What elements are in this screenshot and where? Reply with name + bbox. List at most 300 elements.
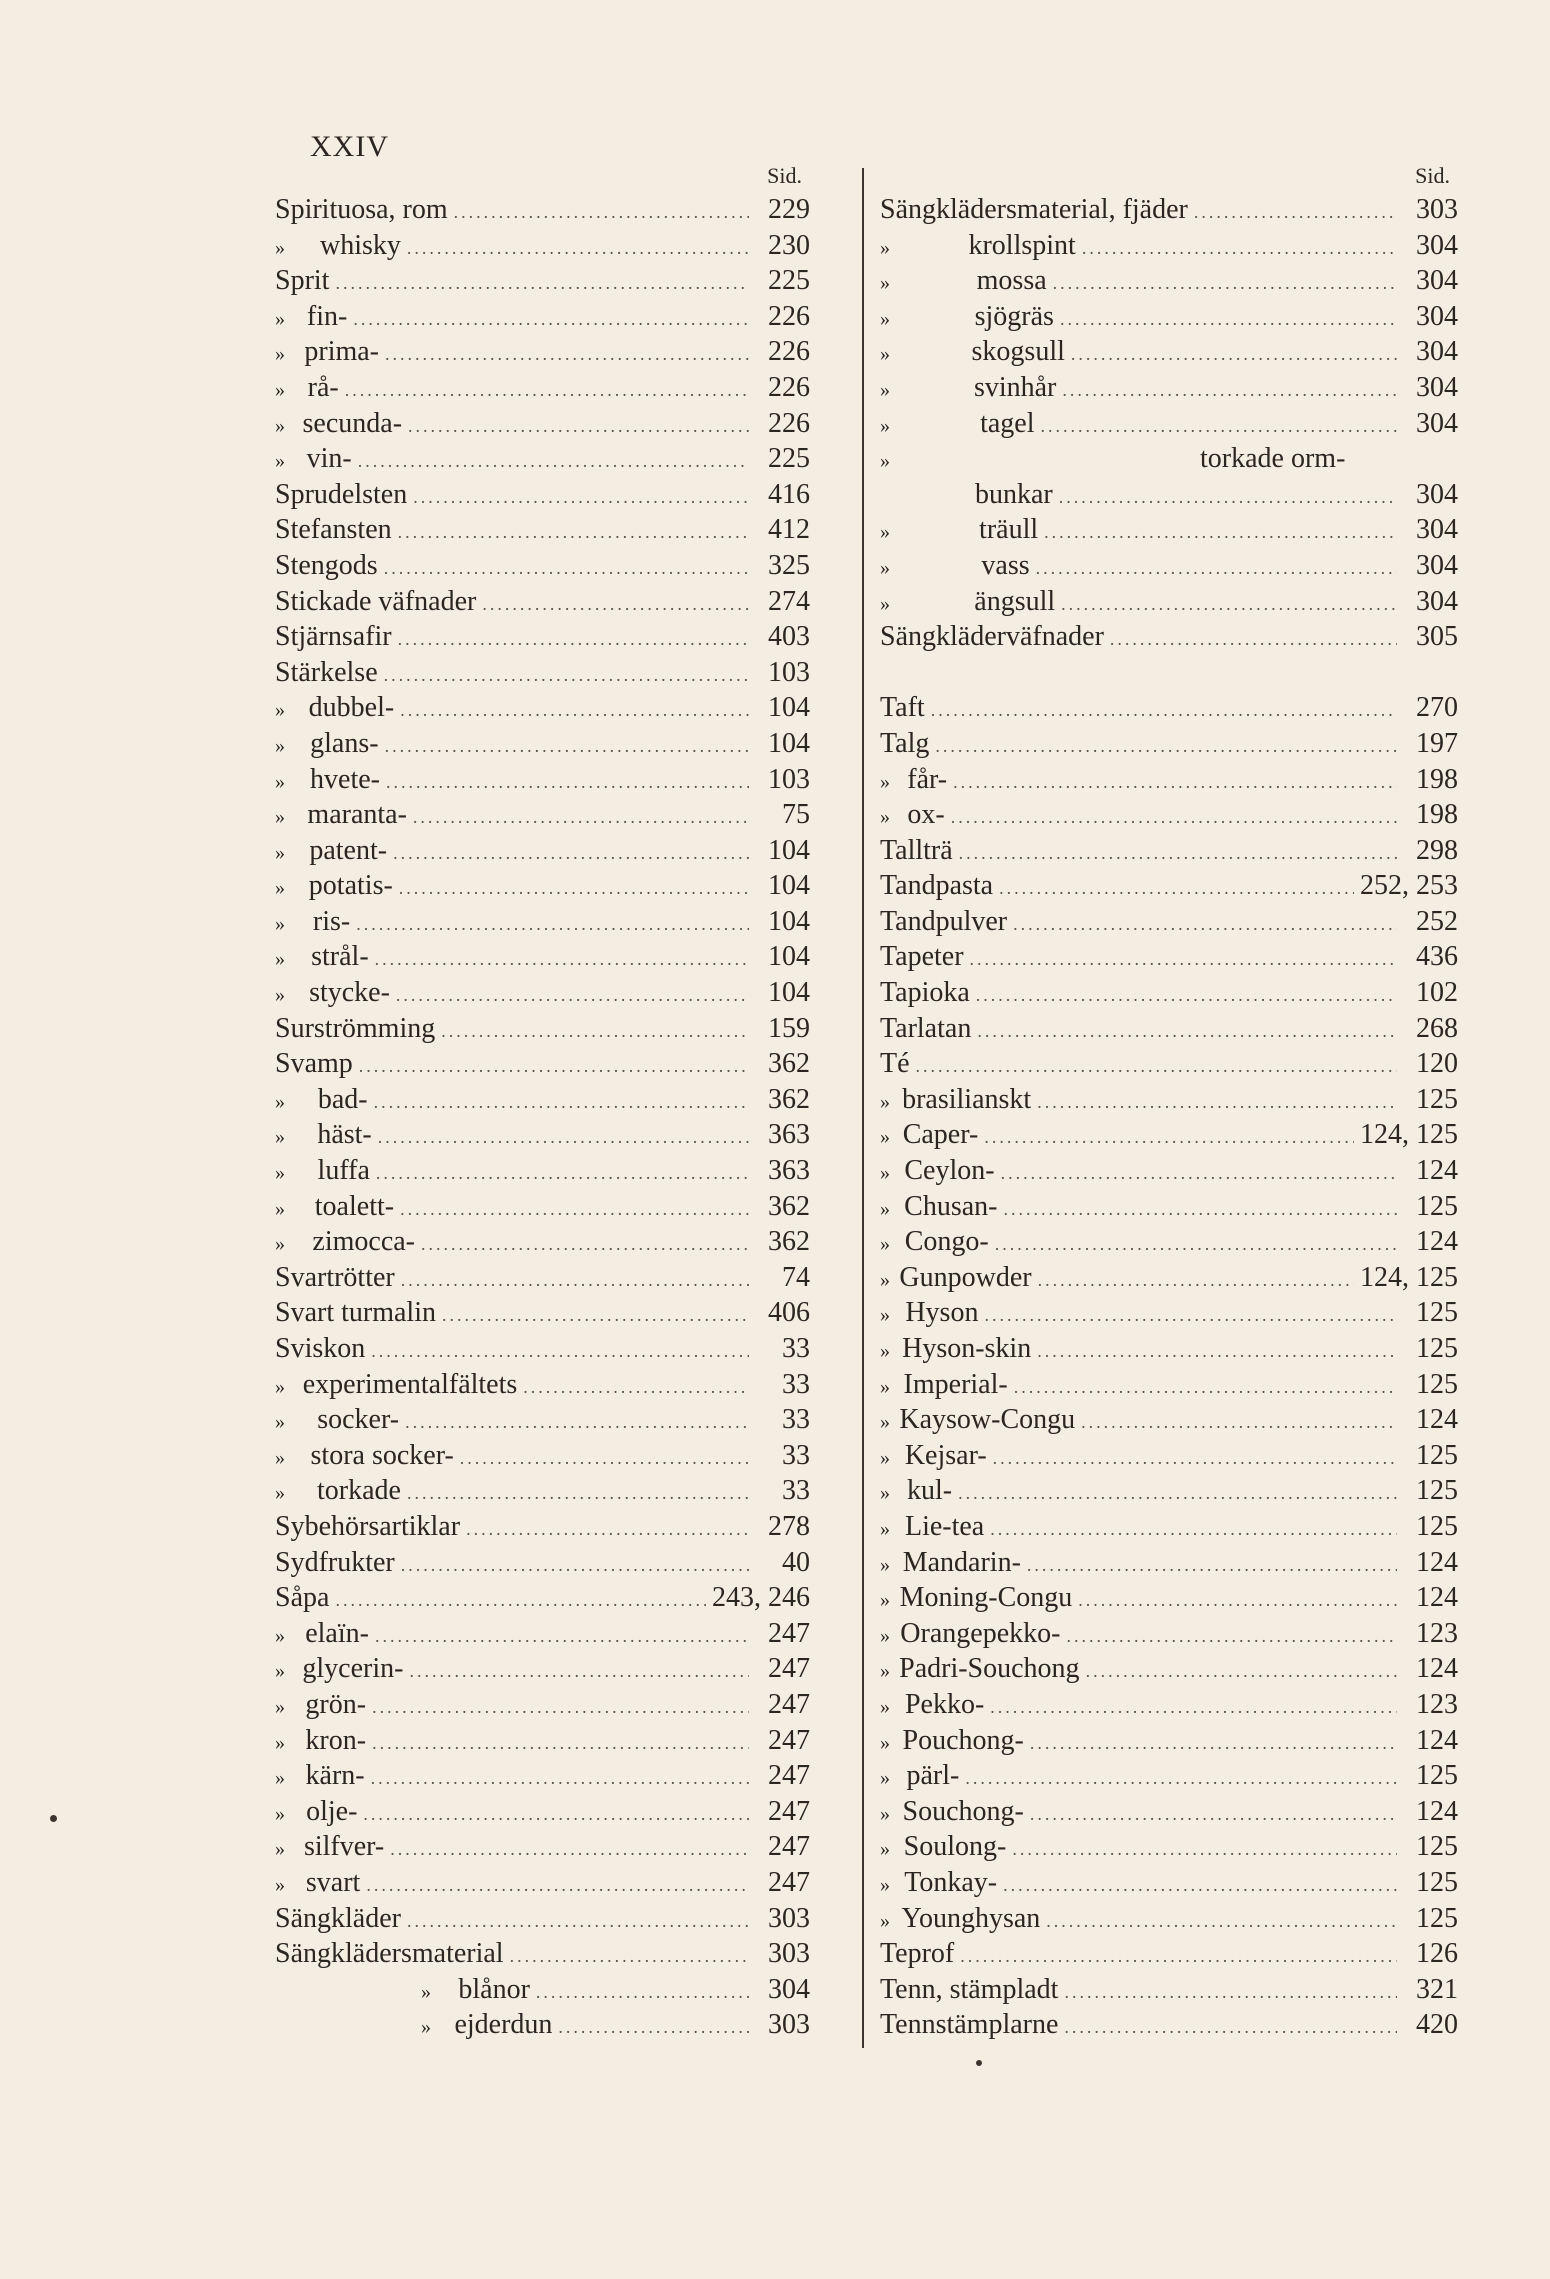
entry-page-reference: 420 [1416,2009,1458,2041]
dot-leader [1064,2010,1397,2046]
dot-leader [959,836,1397,872]
entry-term: Tennstämplarne [880,2009,1059,2041]
index-entry [275,299,810,335]
index-entry [275,1936,810,1972]
entry-term: bunkar [974,478,1053,510]
index-entry [275,1687,810,1723]
ditto-mark: » [275,1162,285,1185]
entry-term: kul- [906,1475,953,1507]
ditto-mark: » [880,1090,890,1113]
ditto-mark: » [880,1624,890,1647]
entry-page-reference: 125 [1416,1368,1458,1400]
entry-term: Hyson [905,1297,979,1329]
entry-term: Imperial- [903,1368,1008,1400]
index-entry [880,762,1458,798]
dot-leader [375,942,749,978]
index-entry [880,1367,1458,1403]
dot-leader [396,978,749,1014]
entry-page-reference: 74 [782,1261,810,1293]
entry-term: vass [981,549,1030,581]
ditto-mark: » [880,556,890,579]
index-entry [880,1011,1458,1047]
entry-page-reference: 247 [768,1724,810,1756]
entry-term: zimocca- [312,1226,415,1258]
entry-term: Sviskon [275,1333,366,1364]
dot-leader [384,658,749,694]
entry-term: Stefansten [275,514,392,546]
ditto-mark: » [880,1126,890,1149]
entry-term: Svart turmalin [275,1297,436,1329]
index-entry [880,512,1458,548]
entry-term: glycerin- [302,1653,404,1685]
index-entry [880,1758,1458,1794]
index-entry [275,1082,810,1118]
entry-term: träull [979,514,1039,546]
ditto-mark: » [421,1980,431,2003]
entry-page-reference: 124 [1416,1582,1458,1614]
entry-page-reference: 33 [782,1475,810,1507]
ink-speck [50,1815,57,1822]
entry-term: olje- [306,1795,358,1827]
index-entry [275,975,810,1011]
dot-leader [385,729,749,765]
dot-leader [1082,231,1397,267]
entry-term: silfver- [303,1831,385,1863]
dot-leader [399,871,749,907]
entry-page-reference: 33 [782,1333,810,1364]
entry-page-reference: 103 [768,656,810,688]
entry-page-reference: 303 [768,1938,810,1970]
index-entry [880,477,1458,513]
entry-term: Talg [880,727,930,759]
index-entry [880,1117,1458,1153]
index-entry [880,690,1458,726]
index-entries-right [880,192,1458,2043]
dot-leader [401,1263,749,1299]
index-entry [275,370,810,406]
entry-page-reference: 303 [1416,194,1458,225]
entry-term: Moning-Congu [899,1582,1073,1614]
index-entry [275,619,810,655]
ditto-mark: » [275,1446,285,1469]
dot-leader [1037,1085,1397,1121]
ditto-mark: » [880,770,890,793]
dot-leader [1036,551,1397,587]
entry-term: luffa [317,1155,370,1187]
entry-page-reference: 412 [768,514,810,546]
entry-page-reference: 125 [1416,1439,1458,1471]
entry-term: Orangepekko- [900,1617,1061,1649]
entry-page-reference: 104 [768,834,810,866]
entry-term: blånor [458,1973,530,2005]
entry-page-reference: 124 [1416,1226,1458,1258]
dot-leader [441,1014,749,1050]
ditto-mark: » [880,1767,890,1790]
entry-term: Lie-tea [904,1510,985,1542]
entry-page-reference: 124 [1416,1546,1458,1578]
dot-leader [371,1334,749,1370]
page-number: XXIV [310,130,389,163]
entry-term: Caper- [902,1119,979,1151]
entry-term: elaïn- [305,1617,369,1649]
dot-leader [376,1156,749,1192]
entry-term: Sängkläderväfnader [880,621,1104,653]
entry-term: Sängkläder [275,1902,401,1934]
entry-page-reference: 104 [768,727,810,759]
index-entry [275,406,810,442]
entry-page-reference: 104 [768,941,810,973]
ditto-mark: » [275,1197,285,1220]
dot-leader [385,337,749,373]
index-entry [880,263,1458,299]
dot-leader [386,765,749,801]
entry-term: patent- [309,834,388,866]
entry-term: Souchong- [902,1795,1024,1827]
entry-page-reference: 104 [768,870,810,902]
index-entry [275,1402,810,1438]
entry-term: Chusan- [904,1190,998,1222]
index-entry [880,904,1458,940]
entry-page-reference: 198 [1416,763,1458,795]
dot-leader [995,1227,1397,1263]
dot-leader [931,693,1397,729]
entry-term: rå- [307,371,339,403]
entry-term: stora socker- [310,1439,454,1471]
index-entry [275,1723,810,1759]
dot-leader [482,587,749,623]
ditto-mark: » [275,841,285,864]
dot-leader [407,1476,749,1512]
entry-term: stycke- [309,977,390,1009]
dot-leader [1066,1619,1397,1655]
entry-page-reference: 104 [768,905,810,937]
entry-page-reference: 304 [1416,514,1458,546]
entry-page-reference: 304 [1416,549,1458,581]
dot-leader [372,1726,749,1762]
ditto-mark: » [880,307,890,330]
ditto-mark: » [880,450,890,473]
index-entry [880,1438,1458,1474]
dot-leader [935,729,1397,765]
dot-leader [984,1120,1354,1156]
entry-term: Stjärnsafir [275,621,392,653]
entry-page-reference: 247 [768,1866,810,1898]
entry-term: torkade orm- [1200,443,1346,475]
index-entry [275,477,810,513]
dot-leader [371,1761,749,1797]
index-entry [880,1901,1458,1937]
ditto-mark: » [880,1411,890,1434]
dot-leader [1001,1156,1397,1192]
ditto-mark: » [275,236,285,259]
entry-term: Soulong- [903,1831,1007,1863]
ditto-mark: » [275,1624,285,1647]
ditto-mark: » [880,1268,890,1291]
entry-term: Stärkelse [275,656,378,688]
entry-page-reference: 124 [1416,1404,1458,1436]
ditto-mark: » [275,414,285,437]
index-entry [880,1473,1458,1509]
entry-page-reference: 247 [768,1688,810,1720]
entry-page-reference: 247 [768,1795,810,1827]
dot-leader [536,1975,749,2011]
entry-page-reference: 125 [1416,1475,1458,1507]
entry-term: brasilianskt [902,1083,1032,1115]
index-entry [880,1331,1458,1367]
ditto-mark: » [880,1731,890,1754]
index-entry [275,1331,810,1367]
dot-leader [990,1690,1397,1726]
index-entry [275,833,810,869]
entry-page-reference: 102 [1416,977,1458,1009]
entry-page-reference: 125 [1416,1083,1458,1115]
dot-leader [1062,373,1397,409]
entry-page-reference: 363 [768,1155,810,1187]
index-entry [275,1438,810,1474]
entry-page-reference: 363 [768,1119,810,1151]
entry-term: Sprudelsten [275,478,408,510]
dot-leader [984,1298,1397,1334]
ink-speck [976,2060,982,2066]
ditto-mark: » [880,1873,890,1896]
ditto-mark: » [275,1873,285,1896]
index-entry [880,441,1458,477]
entry-term: Surströmming [275,1012,436,1044]
entry-term: Té [880,1048,910,1080]
index-entry [275,1651,810,1687]
entry-term: fin- [306,300,348,332]
entry-term: kron- [305,1724,367,1756]
dot-leader [390,1832,749,1868]
ditto-mark: » [880,592,890,615]
dot-leader [1013,907,1397,943]
entry-page-reference: 33 [782,1439,810,1471]
entry-term: Sängklädersmaterial, fjäder [880,194,1188,225]
entry-term: skogsull [971,336,1065,368]
entry-page-reference: 325 [768,549,810,581]
ditto-mark: » [275,948,285,971]
dot-leader [358,444,749,480]
index-entry [275,1829,810,1865]
entry-term: Sängklädersmaterial [275,1938,504,1970]
dot-leader [1086,1654,1397,1690]
dot-leader [1071,337,1397,373]
index-entry [880,655,1458,691]
dot-leader [460,1441,749,1477]
entry-page-reference: 124 [1416,1653,1458,1685]
dot-leader [965,1761,1397,1797]
entry-page-reference: 40 [782,1546,810,1578]
index-entry [275,228,810,264]
entry-page-reference: 362 [768,1226,810,1258]
index-entry [880,406,1458,442]
index-entry [275,1153,810,1189]
index-entry [880,1687,1458,1723]
index-entry [880,1616,1458,1652]
ditto-mark: » [880,1304,890,1327]
entry-term: Kejsar- [904,1439,987,1471]
ditto-mark: » [275,877,285,900]
ditto-mark: » [880,806,890,829]
index-entry [880,1545,1458,1581]
dot-leader [1003,1192,1397,1228]
dot-leader [345,373,749,409]
ditto-mark: » [275,806,285,829]
entry-page-reference: 304 [1416,300,1458,332]
index-entry [880,619,1458,655]
ditto-mark: » [275,1482,285,1505]
entry-term: Spirituosa, rom [275,194,448,225]
dot-leader [408,409,749,445]
dot-leader [999,871,1354,907]
dot-leader [1030,1797,1397,1833]
dot-leader [1014,1370,1397,1406]
ditto-mark: » [880,1375,890,1398]
index-entry [275,192,810,228]
dot-leader [398,515,749,551]
ditto-mark: » [275,1411,285,1434]
index-entry [275,512,810,548]
entry-term: mossa [976,265,1047,297]
entry-term: toalett- [314,1190,395,1222]
entry-page-reference: 125 [1416,1333,1458,1364]
index-entry [275,263,810,299]
entry-page-reference: 243, 246 [712,1582,810,1614]
ditto-mark: » [275,1767,285,1790]
index-column-right [880,160,1458,2043]
dot-leader [960,1939,1397,1975]
entry-page-reference: 303 [768,2009,810,2041]
index-entry [880,1936,1458,1972]
entry-term: potatis- [308,870,393,902]
index-entry [880,726,1458,762]
index-entry [275,1509,810,1545]
ditto-mark: » [275,1375,285,1398]
index-entry [275,655,810,691]
index-entry [275,726,810,762]
index-entry [275,939,810,975]
dot-leader [363,1797,749,1833]
ditto-mark: » [880,1162,890,1185]
entry-term: Tonkay- [904,1866,998,1898]
index-entry [880,192,1458,228]
ditto-mark: » [275,307,285,330]
entry-page-reference: 225 [768,443,810,475]
dot-leader [400,693,749,729]
entry-page-reference: 125 [1416,1190,1458,1222]
entry-page-reference: 304 [1416,229,1458,261]
entry-term: Tarlatan [880,1012,972,1044]
entry-page-reference: 159 [768,1012,810,1044]
entry-term: sjögräs [974,300,1054,332]
ditto-mark: » [880,378,890,401]
entry-term: Stickade väfnader [275,585,477,617]
entry-page-reference: 362 [768,1190,810,1222]
entry-term: Stengods [275,549,378,581]
dot-leader [1041,409,1398,445]
ditto-mark: » [275,1731,285,1754]
dot-leader [970,942,1397,978]
dot-leader [523,1370,749,1406]
dot-leader [1064,1975,1397,2011]
entry-page-reference: 362 [768,1083,810,1115]
index-entry [880,334,1458,370]
entry-page-reference: 304 [768,1973,810,2005]
dot-leader [1003,1868,1397,1904]
index-column-left [275,160,810,2043]
index-entry [880,1046,1458,1082]
dot-leader [1012,1832,1397,1868]
entry-page-reference: 436 [1416,941,1458,973]
index-entry [275,334,810,370]
entry-page-reference: 124 [1416,1724,1458,1756]
ditto-mark: » [275,1802,285,1825]
entry-term: tagel [980,407,1035,439]
dot-leader [405,1405,749,1441]
index-entry [275,1865,810,1901]
dot-leader [958,1476,1397,1512]
index-entry [275,441,810,477]
entry-page-reference: 247 [768,1653,810,1685]
entry-term: Taft [880,692,925,724]
entry-page-reference: 125 [1416,1510,1458,1542]
entry-term: bad- [317,1083,368,1115]
entry-page-reference: 198 [1416,799,1458,831]
dot-leader [378,1120,749,1156]
entry-page-reference: 303 [768,1902,810,1934]
index-entry [275,1260,810,1296]
entry-page-reference: 403 [768,621,810,653]
ditto-mark: » [880,521,890,544]
dot-leader [993,1441,1397,1477]
dot-leader [976,978,1397,1014]
entry-page-reference: 305 [1416,621,1458,653]
dot-leader [466,1512,749,1548]
entry-page-reference: 197 [1416,727,1458,759]
index-entry [275,904,810,940]
ditto-mark: » [880,1838,890,1861]
column-divider [862,168,864,2048]
entry-term: torkade [317,1475,401,1507]
entry-term: Pekko- [904,1688,985,1720]
ditto-mark: » [880,414,890,437]
entry-term: experimentalfältets [302,1368,518,1400]
dot-leader [366,1868,749,1904]
ditto-mark: » [880,343,890,366]
entry-page-reference: 226 [768,371,810,403]
entry-page-reference: 416 [768,478,810,510]
entry-term: Gunpowder [899,1261,1032,1293]
entry-term: hvete- [310,763,380,795]
entry-term: socker- [317,1404,400,1436]
index-entry [275,797,810,833]
index-entry [880,1082,1458,1118]
entry-page-reference: 304 [1416,336,1458,368]
entry-term: Padri-Souchong [899,1653,1080,1685]
entry-term: ängsull [974,585,1056,617]
index-entry [880,1794,1458,1830]
ditto-mark: » [275,1695,285,1718]
entry-page-reference: 304 [1416,407,1458,439]
ditto-mark: » [880,1233,890,1256]
entry-page-reference: 124 [1416,1795,1458,1827]
entry-term: Svartrötter [275,1261,395,1293]
index-entry [275,1046,810,1082]
entry-term: secunda- [302,407,403,439]
entry-page-reference: 229 [768,194,810,225]
index-entry [275,762,810,798]
entry-page-reference: 226 [768,300,810,332]
